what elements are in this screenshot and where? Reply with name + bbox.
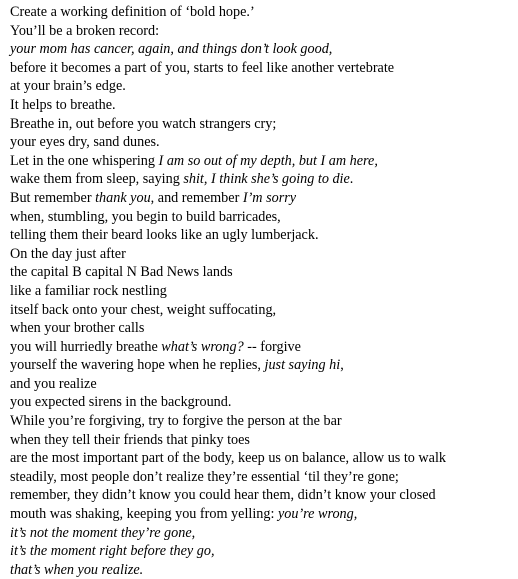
line-text: On the day just after	[10, 245, 126, 262]
poem-line	[10, 152, 518, 171]
line-text: -- forgive	[243, 338, 301, 355]
italic-text: your mom has cancer, again, and things don’t look good,	[10, 41, 333, 58]
line-text: remember, they didn’t know you could hear them, didn’t know your closed	[10, 487, 436, 504]
line-text: mouth was shaking, keeping you from yelling:	[10, 506, 278, 523]
poem-line	[10, 431, 518, 450]
line-text: While you’re forgiving, try to forgive the person at the bar	[10, 413, 342, 430]
line-text: when, stumbling, you begin to build barricades,	[10, 208, 281, 225]
poem-line	[10, 133, 518, 152]
poem-line	[10, 505, 518, 524]
poem-line	[10, 22, 518, 41]
line-text: But remember	[10, 189, 96, 206]
italic-text: I am so out of my depth, but I am here,	[158, 152, 378, 169]
line-text: telling them their beard looks like an ugly lumberjack.	[10, 227, 319, 244]
line-text: , and remember	[150, 189, 243, 206]
line-text: before it becomes a part of you, starts to feel like another vertebrate	[10, 59, 395, 76]
italic-text: shit, I think she’s going to die	[183, 171, 350, 188]
italic-text: just saying hi	[264, 357, 341, 374]
poem-line	[10, 319, 518, 338]
line-text: Create a working definition of ‘bold hope.’	[10, 4, 255, 20]
line-text: yourself the wavering hope when he replies,	[10, 357, 265, 374]
line-text: Let in the one whispering	[10, 152, 159, 169]
italic-text: what’s wrong?	[161, 338, 244, 355]
line-text: like a familiar rock nestling	[10, 282, 167, 299]
poem-line	[10, 356, 518, 375]
italic-text: that’s when you realize.	[10, 561, 144, 578]
poem-line	[10, 170, 518, 189]
line-text: the capital B capital N Bad News lands	[10, 264, 233, 281]
line-text: you will hurriedly breathe	[10, 338, 162, 355]
line-text: at your brain’s edge.	[10, 78, 126, 95]
line-text: itself back onto your chest, weight suffocating,	[10, 301, 277, 318]
line-text: when your brother calls	[10, 320, 145, 337]
poem-line	[10, 77, 518, 96]
poem-line	[10, 449, 518, 468]
line-text: ,	[340, 357, 344, 374]
line-text: .	[349, 171, 354, 188]
poem-line	[10, 245, 518, 264]
poem-line	[10, 263, 518, 282]
line-text: you expected sirens in the background.	[10, 394, 232, 411]
line-text: when they tell their friends that pinky toes	[10, 431, 250, 448]
poem-line	[10, 3, 518, 22]
poem-line	[10, 189, 518, 208]
line-text: Breathe in, out before you watch strangers cry;	[10, 115, 277, 132]
italic-text: thank you	[95, 189, 151, 206]
poem-line	[10, 486, 518, 505]
poem-line	[10, 59, 518, 78]
poem-line	[10, 468, 518, 487]
poem-line	[10, 412, 518, 431]
poem-line	[10, 561, 518, 579]
poem-line	[10, 542, 518, 561]
line-text: You’ll be a broken record:	[10, 22, 160, 39]
line-text: steadily, most people don’t realize they’re essential ‘til they’re gone;	[10, 468, 399, 485]
italic-text: I’m sorry	[242, 189, 297, 206]
line-text: wake them from sleep, saying	[10, 171, 184, 188]
line-text: are the most important part of the body, keep us on balance, allow us to walk	[10, 450, 447, 467]
italic-text: it’s not the moment they’re gone,	[10, 524, 196, 541]
line-text: and you realize	[10, 375, 97, 392]
italic-text: you’re wrong,	[277, 506, 358, 523]
poem-line	[10, 375, 518, 394]
line-text: your eyes dry, sand dunes.	[10, 134, 160, 151]
poem-line	[10, 524, 518, 543]
poem-line	[10, 96, 518, 115]
poem-line	[10, 208, 518, 227]
poem-line	[10, 226, 518, 245]
poem-line	[10, 338, 518, 357]
line-text: It helps to breathe.	[10, 96, 116, 113]
poem-line	[10, 393, 518, 412]
italic-text: it’s the moment right before they go,	[10, 543, 215, 560]
poem-line	[10, 115, 518, 134]
poem-line	[10, 282, 518, 301]
poem-line	[10, 40, 518, 59]
poem-line	[10, 301, 518, 320]
